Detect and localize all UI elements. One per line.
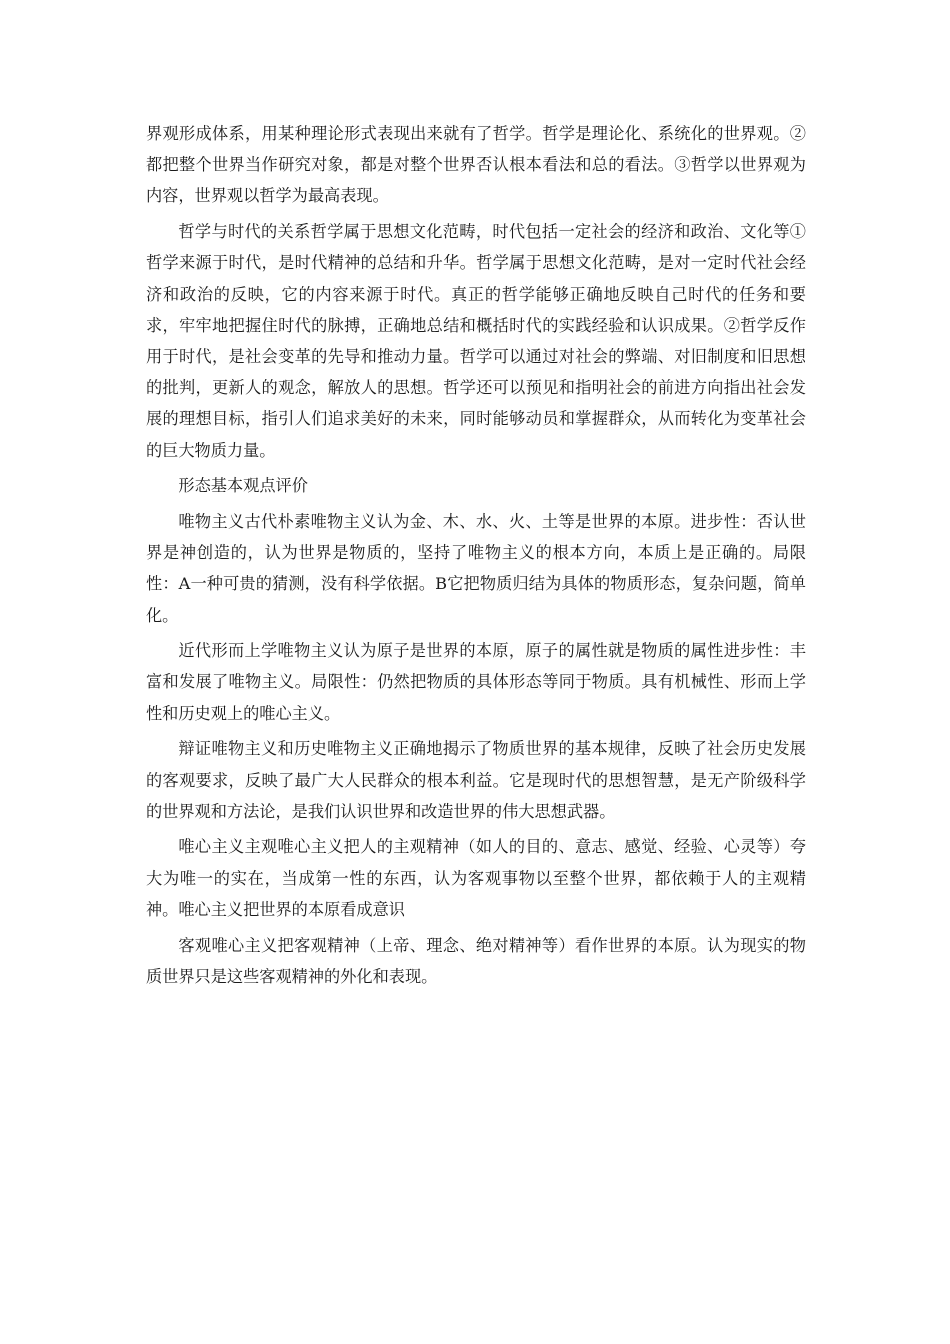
table-header-line: 形态基本观点评价 <box>178 476 308 496</box>
paragraph-philosophy-and-era: 哲学与时代的关系哲学属于思想文化范畴，时代包括一定社会的经济和政治、文化等①哲学来源于时代，是时代精神的总结和升华。哲学属于思想文化范畴，是对一定时代社会经济和政治的反映，它的内容来源于时代。真正的哲学能够正确地反映自己时代的任务和要求，牢牢地把握住时代的脉搏，正确地总结和概括时代的实践经验和认识成果。②哲学反作用于时代，是社会变革的先导和推动力量。哲学可以通过对社会的弊端、对旧制度和旧思想的批判，更新人的观念，解放人的思想。哲学还可以预见和指明社会的前进方向指出社会发展的理想目标，指引人们追求美好的未来，同时能够动员和掌握群众，从而转化为变革社会的巨大物质力量。 <box>146 222 806 460</box>
document-body <box>146 118 806 996</box>
paragraph-subjective-idealism: 唯心主义主观唯心主义把人的主观精神（如人的目的、意志、感觉、经验、心灵等）夸大为唯一的实在，当成第一性的东西，认为客观事物以至整个世界，都依赖于人的主观精神。唯心主义把世界的本原看成意识 <box>146 837 806 919</box>
paragraph-ancient-materialism: 唯物主义古代朴素唯物主义认为金、木、水、火、土等是世界的本原。进步性：否认世界是神创造的，认为世界是物质的，坚持了唯物主义的根本方向，本质上是正确的。局限性：A一种可贵的猜测，没有科学依据。B它把物质归结为具体的物质形态，复杂问题，简单化。 <box>146 511 806 625</box>
paragraph-worldview-philosophy: 界观形成体系，用某种理论形式表现出来就有了哲学。哲学是理论化、系统化的世界观。②都把整个世界当作研究对象，都是对整个世界否认根本看法和总的看法。③哲学以世界观为内容，世界观以哲学为最高表现。 <box>146 124 806 206</box>
paragraph-dialectical-materialism: 辩证唯物主义和历史唯物主义正确地揭示了物质世界的基本规律，反映了社会历史发展的客观要求，反映了最广大人民群众的根本利益。它是现时代的思想智慧，是无产阶级科学的世界观和方法论，是我们认识世界和改造世界的伟大思想武器。 <box>146 739 806 821</box>
paragraph-metaphysical-materialism: 近代形而上学唯物主义认为原子是世界的本原，原子的属性就是物质的属性进步性：丰富和发展了唯物主义。局限性：仍然把物质的具体形态等同于物质。具有机械性、形而上学性和历史观上的唯心主义。 <box>146 641 806 723</box>
paragraph-objective-idealism: 客观唯心主义把客观精神（上帝、理念、绝对精神等）看作世界的本原。认为现实的物质世界只是这些客观精神的外化和表现。 <box>146 935 806 986</box>
